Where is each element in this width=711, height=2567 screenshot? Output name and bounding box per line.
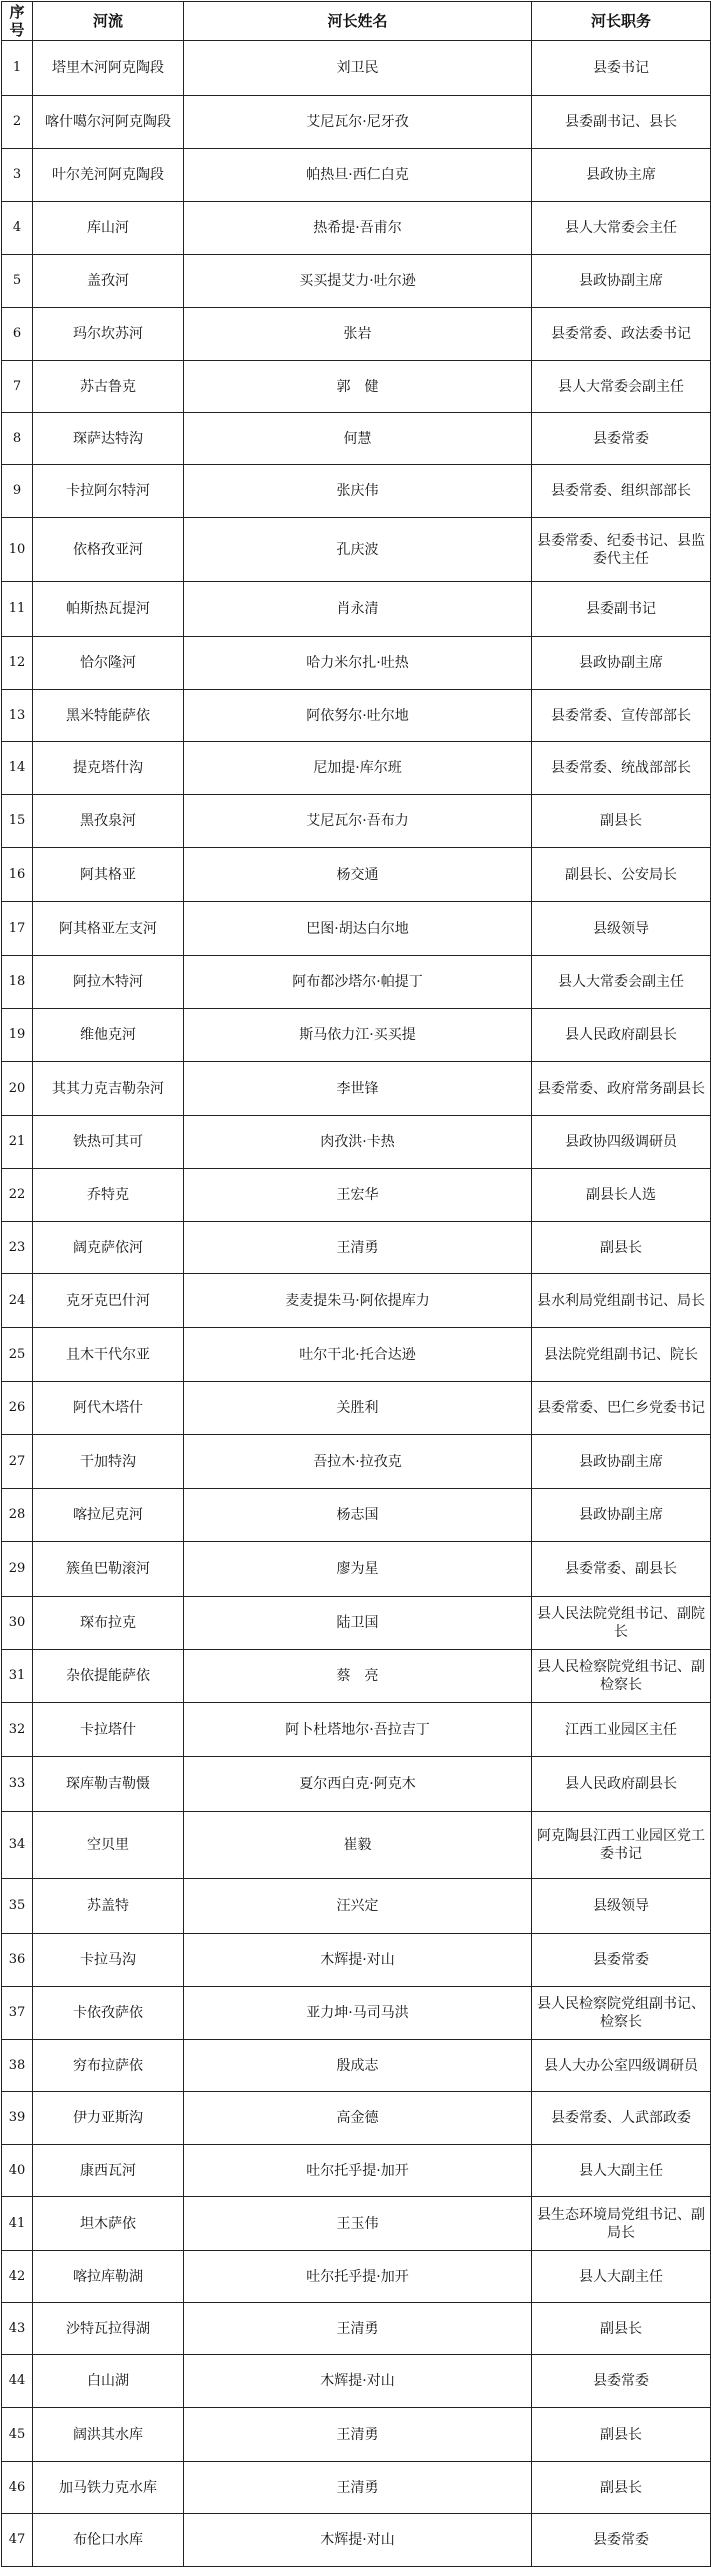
row-seq: 41 <box>2 2197 33 2251</box>
row-seq: 30 <box>2 1597 33 1650</box>
table-row <box>2 1222 711 1274</box>
table-row <box>2 1328 711 1382</box>
row-seq: 17 <box>2 902 33 956</box>
row-name: 艾尼瓦尔·吾布力 <box>184 795 532 848</box>
header-seq: 序号 <box>2 2 33 41</box>
table-row <box>2 2355 711 2408</box>
row-name: 汪兴定 <box>184 1879 532 1934</box>
row-river: 阿拉木特河 <box>33 956 184 1009</box>
row-duty: 副县长 <box>532 2462 711 2514</box>
table-row <box>2 1116 711 1169</box>
row-duty: 县级领导 <box>532 1879 711 1934</box>
row-river: 琛库勒吉勒慑 <box>33 1757 184 1812</box>
row-duty: 县委常委、副县长 <box>532 1542 711 1597</box>
row-seq: 10 <box>2 518 33 582</box>
table-row <box>2 1650 711 1703</box>
row-river: 依格孜亚河 <box>33 518 184 582</box>
row-river: 黑米特能萨依 <box>33 690 184 742</box>
row-seq: 40 <box>2 2145 33 2197</box>
row-seq: 20 <box>2 1062 33 1116</box>
row-river: 卡拉阿尔特河 <box>33 465 184 518</box>
table-row <box>2 742 711 795</box>
row-seq: 13 <box>2 690 33 742</box>
row-seq: 24 <box>2 1274 33 1328</box>
row-duty: 县委常委、组织部部长 <box>532 465 711 518</box>
row-river: 且木干代尔亚 <box>33 1328 184 1382</box>
row-name: 崔毅 <box>184 1812 532 1879</box>
row-seq: 21 <box>2 1116 33 1169</box>
table-row <box>2 41 711 96</box>
row-seq: 37 <box>2 1987 33 2040</box>
table-row <box>2 956 711 1009</box>
row-duty: 县人大常委会副主任 <box>532 361 711 413</box>
row-name: 吐尔托乎提·加开 <box>184 2145 532 2197</box>
table-row <box>2 361 711 413</box>
row-seq: 36 <box>2 1934 33 1987</box>
table-row <box>2 1934 711 1987</box>
table-row <box>2 1435 711 1489</box>
row-seq: 34 <box>2 1812 33 1879</box>
row-name: 王宏华 <box>184 1169 532 1222</box>
row-river: 沙特瓦拉得湖 <box>33 2303 184 2355</box>
table-row <box>2 1009 711 1062</box>
row-seq: 33 <box>2 1757 33 1812</box>
row-name: 王玉伟 <box>184 2197 532 2251</box>
table-row <box>2 2092 711 2145</box>
table-row <box>2 1703 711 1757</box>
row-duty: 县政协四级调研员 <box>532 1116 711 1169</box>
row-name: 木辉提·对山 <box>184 1934 532 1987</box>
row-river: 帕斯热瓦提河 <box>33 582 184 637</box>
row-name: 关胜利 <box>184 1382 532 1435</box>
row-seq: 1 <box>2 41 33 96</box>
table-row <box>2 202 711 255</box>
row-duty: 县政协副主席 <box>532 637 711 690</box>
row-name: 李世锋 <box>184 1062 532 1116</box>
table-row <box>2 1169 711 1222</box>
row-name: 高金德 <box>184 2092 532 2145</box>
row-river: 琛萨达特沟 <box>33 413 184 465</box>
row-name: 买买提艾力·吐尔逊 <box>184 255 532 308</box>
row-seq: 26 <box>2 1382 33 1435</box>
row-seq: 35 <box>2 1879 33 1934</box>
table-row <box>2 413 711 465</box>
row-duty: 县法院党组副书记、院长 <box>532 1328 711 1382</box>
row-seq: 23 <box>2 1222 33 1274</box>
row-name: 夏尔西白克·阿克木 <box>184 1757 532 1812</box>
row-duty: 县委常委 <box>532 2355 711 2408</box>
row-duty: 县委常委 <box>532 2514 711 2567</box>
table-row <box>2 149 711 202</box>
row-river: 喀拉库勒湖 <box>33 2251 184 2303</box>
row-duty: 县人民法院党组书记、副院长 <box>532 1597 711 1650</box>
row-duty: 县政协副主席 <box>532 1435 711 1489</box>
row-seq: 15 <box>2 795 33 848</box>
row-duty: 县生态环境局党组书记、副局长 <box>532 2197 711 2251</box>
table-row <box>2 1489 711 1542</box>
row-river: 喀拉尼克河 <box>33 1489 184 1542</box>
row-name: 斯马依力江·买买提 <box>184 1009 532 1062</box>
row-river: 盖孜河 <box>33 255 184 308</box>
row-seq: 19 <box>2 1009 33 1062</box>
row-duty: 县政协副主席 <box>532 1489 711 1542</box>
row-river: 其其力克吉勒杂河 <box>33 1062 184 1116</box>
row-river: 阿其格亚左支河 <box>33 902 184 956</box>
row-river: 阔克萨依河 <box>33 1222 184 1274</box>
row-duty: 县委常委、纪委书记、县监委代主任 <box>532 518 711 582</box>
row-seq: 8 <box>2 413 33 465</box>
row-name: 杨志国 <box>184 1489 532 1542</box>
row-river: 卡依孜萨依 <box>33 1987 184 2040</box>
table-row <box>2 902 711 956</box>
row-seq: 6 <box>2 308 33 361</box>
row-name: 何慧 <box>184 413 532 465</box>
table-row <box>2 637 711 690</box>
row-seq: 31 <box>2 1650 33 1703</box>
row-river: 玛尔坎苏河 <box>33 308 184 361</box>
row-name: 木辉提·对山 <box>184 2355 532 2408</box>
row-river: 干加特沟 <box>33 1435 184 1489</box>
header-duty: 河长职务 <box>532 2 711 41</box>
row-river: 加马铁力克水库 <box>33 2462 184 2514</box>
row-seq: 4 <box>2 202 33 255</box>
row-river: 阔洪其水库 <box>33 2408 184 2462</box>
table-row <box>2 2462 711 2514</box>
row-seq: 29 <box>2 1542 33 1597</box>
row-name: 陆卫国 <box>184 1597 532 1650</box>
table-row <box>2 690 711 742</box>
table-row <box>2 848 711 902</box>
row-name: 阿依努尔·吐尔地 <box>184 690 532 742</box>
row-seq: 7 <box>2 361 33 413</box>
row-duty: 县委常委、统战部部长 <box>532 742 711 795</box>
row-duty: 副县长 <box>532 2408 711 2462</box>
row-river: 提克塔什沟 <box>33 742 184 795</box>
row-river: 卡拉马沟 <box>33 1934 184 1987</box>
row-river: 叶尔羌河阿克陶段 <box>33 149 184 202</box>
row-name: 阿卜杜塔地尔·吾拉吉丁 <box>184 1703 532 1757</box>
row-name: 刘卫民 <box>184 41 532 96</box>
row-name: 阿布都沙塔尔·帕提丁 <box>184 956 532 1009</box>
row-name: 热希提·吾甫尔 <box>184 202 532 255</box>
row-name: 吐尔托乎提·加开 <box>184 2251 532 2303</box>
table-row <box>2 518 711 582</box>
row-duty: 县委常委 <box>532 413 711 465</box>
row-seq: 22 <box>2 1169 33 1222</box>
row-name: 肖永清 <box>184 582 532 637</box>
row-river: 阿代木塔什 <box>33 1382 184 1435</box>
row-seq: 25 <box>2 1328 33 1382</box>
row-duty: 县人民政府副县长 <box>532 1757 711 1812</box>
row-river: 乔特克 <box>33 1169 184 1222</box>
row-river: 苏古鲁克 <box>33 361 184 413</box>
river-chief-table <box>1 1 711 2567</box>
row-duty: 县人大副主任 <box>532 2251 711 2303</box>
row-name: 王清勇 <box>184 2408 532 2462</box>
row-seq: 43 <box>2 2303 33 2355</box>
row-name: 亚力坤·马司马洪 <box>184 1987 532 2040</box>
row-duty: 县委书记 <box>532 41 711 96</box>
row-river: 阿其格亚 <box>33 848 184 902</box>
row-name: 吾拉木·拉孜克 <box>184 1435 532 1489</box>
row-name: 尼加提·库尔班 <box>184 742 532 795</box>
table-row <box>2 465 711 518</box>
row-duty: 副县长、公安局长 <box>532 848 711 902</box>
table-row <box>2 1542 711 1597</box>
table-row <box>2 2303 711 2355</box>
table-row <box>2 2145 711 2197</box>
row-name: 王清勇 <box>184 1222 532 1274</box>
row-duty: 县委常委、宣传部部长 <box>532 690 711 742</box>
row-duty: 副县长 <box>532 795 711 848</box>
row-seq: 32 <box>2 1703 33 1757</box>
table-row <box>2 2197 711 2251</box>
row-name: 杨交通 <box>184 848 532 902</box>
row-duty: 县人民检察院党组副书记、检察长 <box>532 1987 711 2040</box>
row-name: 王清勇 <box>184 2462 532 2514</box>
row-seq: 18 <box>2 956 33 1009</box>
table-row <box>2 582 711 637</box>
row-river: 铁热可其可 <box>33 1116 184 1169</box>
row-duty: 江西工业园区主任 <box>532 1703 711 1757</box>
row-duty: 县政协副主席 <box>532 255 711 308</box>
row-duty: 副县长人选 <box>532 1169 711 1222</box>
row-duty: 县委副书记 <box>532 582 711 637</box>
row-river: 布伦口水库 <box>33 2514 184 2567</box>
row-duty: 县水利局党组副书记、局长 <box>532 1274 711 1328</box>
row-name: 巴图·胡达白尔地 <box>184 902 532 956</box>
row-duty: 县人大办公室四级调研员 <box>532 2040 711 2092</box>
row-river: 喀什噶尔河阿克陶段 <box>33 96 184 149</box>
row-duty: 县人民检察院党组书记、副检察长 <box>532 1650 711 1703</box>
row-river: 琛布拉克 <box>33 1597 184 1650</box>
row-name: 郭 健 <box>184 361 532 413</box>
row-seq: 42 <box>2 2251 33 2303</box>
row-duty: 县人大副主任 <box>532 2145 711 2197</box>
table-row <box>2 96 711 149</box>
row-river: 恰尔隆河 <box>33 637 184 690</box>
row-duty: 县委副书记、县长 <box>532 96 711 149</box>
table-row <box>2 1382 711 1435</box>
row-duty: 副县长 <box>532 1222 711 1274</box>
table-row <box>2 1879 711 1934</box>
row-seq: 46 <box>2 2462 33 2514</box>
row-duty: 县委常委、政府常务副县长 <box>532 1062 711 1116</box>
row-duty: 县委常委 <box>532 1934 711 1987</box>
table-row <box>2 1274 711 1328</box>
row-name: 蔡 亮 <box>184 1650 532 1703</box>
row-seq: 3 <box>2 149 33 202</box>
table-row <box>2 2514 711 2567</box>
row-river: 伊力亚斯沟 <box>33 2092 184 2145</box>
table-row <box>2 2040 711 2092</box>
row-name: 王清勇 <box>184 2303 532 2355</box>
row-name: 麦麦提朱马·阿依提库力 <box>184 1274 532 1328</box>
row-river: 苏盖特 <box>33 1879 184 1934</box>
row-river: 坦木萨依 <box>33 2197 184 2251</box>
row-duty: 县委常委、人武部政委 <box>532 2092 711 2145</box>
row-river: 卡拉塔什 <box>33 1703 184 1757</box>
row-river: 康西瓦河 <box>33 2145 184 2197</box>
table-row <box>2 1597 711 1650</box>
row-seq: 44 <box>2 2355 33 2408</box>
row-river: 塔里木河阿克陶段 <box>33 41 184 96</box>
row-duty: 县人大常委会副主任 <box>532 956 711 1009</box>
row-name: 帕热旦·西仁白克 <box>184 149 532 202</box>
table-row <box>2 255 711 308</box>
row-name: 肉孜洪·卡热 <box>184 1116 532 1169</box>
table-row <box>2 1812 711 1879</box>
table-row <box>2 2408 711 2462</box>
row-river: 簇鱼巴勒滚河 <box>33 1542 184 1597</box>
row-river: 杂依提能萨依 <box>33 1650 184 1703</box>
header-name: 河长姓名 <box>184 2 532 41</box>
row-name: 张岩 <box>184 308 532 361</box>
table-row <box>2 2251 711 2303</box>
row-river: 穷布拉萨依 <box>33 2040 184 2092</box>
row-seq: 39 <box>2 2092 33 2145</box>
row-seq: 45 <box>2 2408 33 2462</box>
row-duty: 副县长 <box>532 2303 711 2355</box>
row-duty: 县人大常委会主任 <box>532 202 711 255</box>
table-row <box>2 1062 711 1116</box>
row-river: 克牙克巴什河 <box>33 1274 184 1328</box>
row-duty: 阿克陶县江西工业园区党工委书记 <box>532 1812 711 1879</box>
row-seq: 47 <box>2 2514 33 2567</box>
table-row <box>2 1987 711 2040</box>
row-seq: 38 <box>2 2040 33 2092</box>
row-name: 木辉提·对山 <box>184 2514 532 2567</box>
row-name: 廖为星 <box>184 1542 532 1597</box>
header-river: 河流 <box>33 2 184 41</box>
row-duty: 县级领导 <box>532 902 711 956</box>
row-seq: 5 <box>2 255 33 308</box>
row-seq: 16 <box>2 848 33 902</box>
row-seq: 28 <box>2 1489 33 1542</box>
row-seq: 27 <box>2 1435 33 1489</box>
row-river: 黑孜泉河 <box>33 795 184 848</box>
row-river: 白山湖 <box>33 2355 184 2408</box>
row-name: 艾尼瓦尔·尼牙孜 <box>184 96 532 149</box>
row-seq: 14 <box>2 742 33 795</box>
row-river: 维他克河 <box>33 1009 184 1062</box>
row-name: 孔庆波 <box>184 518 532 582</box>
row-seq: 12 <box>2 637 33 690</box>
row-river: 空贝里 <box>33 1812 184 1879</box>
row-duty: 县委常委、政法委书记 <box>532 308 711 361</box>
row-name: 殷成志 <box>184 2040 532 2092</box>
row-duty: 县委常委、巴仁乡党委书记 <box>532 1382 711 1435</box>
row-name: 吐尔干北·托合达逊 <box>184 1328 532 1382</box>
row-name: 哈力米尔扎·吐热 <box>184 637 532 690</box>
row-seq: 11 <box>2 582 33 637</box>
row-duty: 县人民政府副县长 <box>532 1009 711 1062</box>
header-row <box>2 2 711 41</box>
table-row <box>2 308 711 361</box>
row-duty: 县政协主席 <box>532 149 711 202</box>
row-seq: 2 <box>2 96 33 149</box>
row-name: 张庆伟 <box>184 465 532 518</box>
row-seq: 9 <box>2 465 33 518</box>
table-row <box>2 795 711 848</box>
table-row <box>2 1757 711 1812</box>
row-river: 库山河 <box>33 202 184 255</box>
